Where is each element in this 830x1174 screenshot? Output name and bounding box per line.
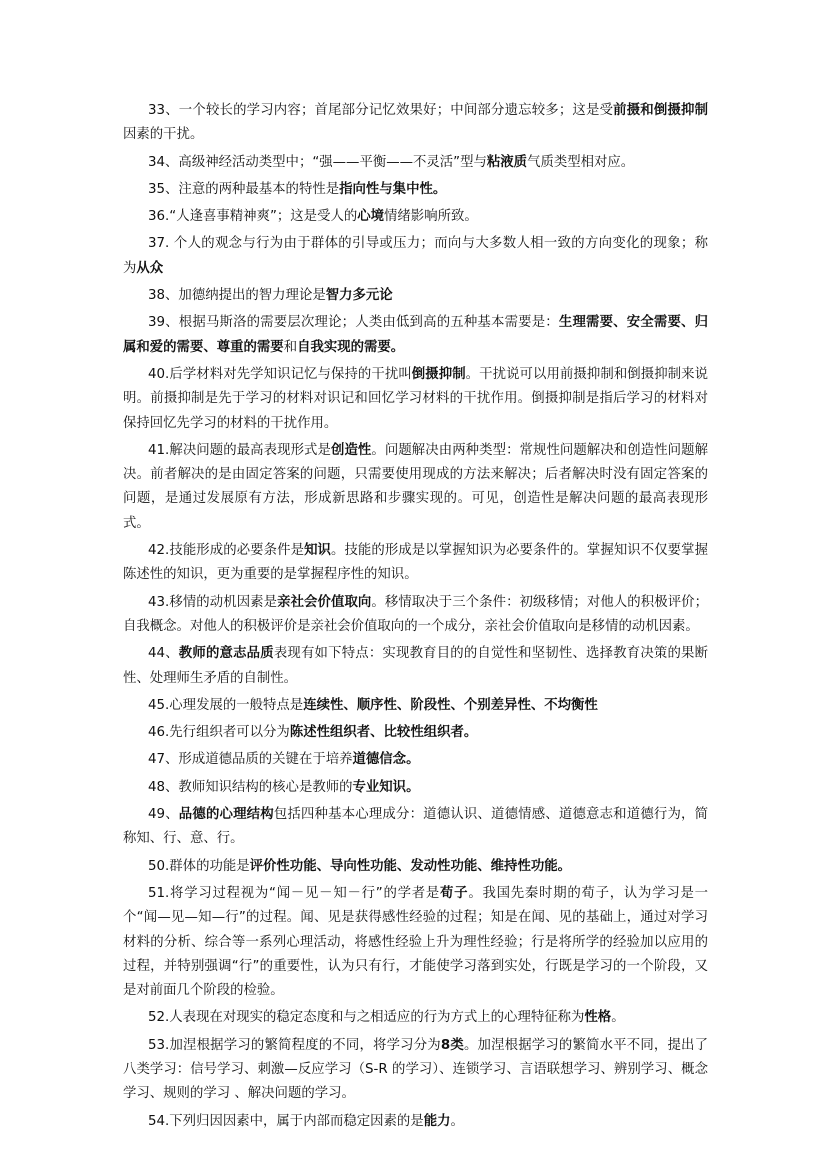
question-text: 。我国先秦时期的荀子，认为学习是一个“闻—见—知—行”的过程。闻、见是获得感性经验的过程；知是在闻、见的基础上，通过对学习材料的分析、综合等一系列心理活动，将感性经验上升为理性经验；行是将所学的经验加以应用的过程，并特别强调“行”的重要性，认为只有行，才能使学习落到实处，行既是学习的一个阶段，又是对前面几个阶段的检验。 <box>123 885 709 999</box>
question-text: 42.技能形成的必要条件是 <box>148 543 305 559</box>
list-item <box>123 882 708 1003</box>
answer-highlight: 心境 <box>357 209 385 225</box>
question-text: 38、加德纳提出的智力理论是 <box>148 288 326 304</box>
answer-highlight: 粘液质 <box>486 154 528 170</box>
answer-highlight: 智力多元论 <box>325 288 393 304</box>
question-text: 41.解决问题的最高表现形式是 <box>148 442 331 458</box>
question-text: 40.后学材料对先学知识记忆与保持的干扰叫 <box>148 366 412 382</box>
list-item <box>123 776 708 800</box>
question-text: 。移情取决于三个条件：初级移情；对他人的积极评价；自我概念。对他人的积极评价是亲社会价值取向的一个成分，亲社会价值取向是移情的动机因素。 <box>123 594 709 634</box>
list-item <box>123 642 708 691</box>
answer-highlight: 专业知识。 <box>352 779 420 795</box>
answer-highlight: 指向性与集中性。 <box>339 181 447 197</box>
list-item <box>123 99 708 148</box>
answer-highlight: 能力 <box>423 1113 451 1129</box>
list-item <box>123 363 708 436</box>
answer-highlight: 陈述性组织者、比较性组织者。 <box>289 725 478 741</box>
question-text: 48、教师知识结构的核心是教师的 <box>148 779 353 795</box>
question-text: 44、 <box>148 646 179 662</box>
list-item <box>123 694 708 718</box>
list-item <box>123 539 708 588</box>
question-text: 情绪影响所致。 <box>384 209 478 225</box>
answer-highlight: 亲社会价值取向 <box>277 594 372 610</box>
question-text: 36.“人逢喜事精神爽”；这是受人的 <box>148 209 358 225</box>
question-text: 33、一个较长的学习内容；首尾部分记忆效果好；中间部分遗忘较多；这是受 <box>148 103 614 118</box>
question-text: 53.加涅根据学习的繁简程度的不同，将学习分为 <box>148 1037 441 1053</box>
question-text: 54.下列归因因素中，属于内部而稳定因素的是 <box>148 1113 424 1129</box>
answer-highlight: 连续性、顺序性、阶段性、个别差异性、不均衡性 <box>303 697 598 713</box>
question-text: 气质类型相对应。 <box>527 154 635 170</box>
list-item <box>123 855 708 879</box>
list-item <box>123 439 708 536</box>
list-item <box>123 205 708 229</box>
question-text: 49、 <box>148 807 179 823</box>
document-body <box>123 99 708 1137</box>
list-item <box>123 311 708 360</box>
question-text: 50.群体的功能是 <box>148 858 250 874</box>
question-text: 。 <box>450 1113 464 1129</box>
question-text: 43.移情的动机因素是 <box>148 594 278 610</box>
answer-highlight: 自我实现的需要。 <box>297 339 405 355</box>
question-text: 。 <box>611 1010 625 1026</box>
list-item <box>123 232 708 281</box>
list-item <box>123 151 708 175</box>
question-text: 因素的干扰。 <box>123 127 204 143</box>
list-item <box>123 1110 708 1134</box>
question-text: 37. 个人的观念与行为由于群体的引导或压力；而向与大多数人相一致的方向变化的现象；称为 <box>123 236 708 276</box>
question-text: 包括四种基本心理成分：道德认识、道德情感、道德意志和道德行为，简称知、行、意、行。 <box>123 807 709 847</box>
list-item <box>123 284 708 308</box>
question-text: 39、根据马斯洛的需要层次理论；人类由低到高的五种基本需要是： <box>148 315 559 331</box>
answer-highlight: 荀子 <box>440 885 469 901</box>
question-text: 46.先行组织者可以分为 <box>148 725 290 741</box>
answer-highlight: 8类 <box>440 1037 464 1053</box>
answer-highlight: 前摄和倒摄抑制 <box>613 103 708 118</box>
list-item <box>123 591 708 640</box>
question-text: 34、高级神经活动类型中；“强——平衡——不灵活”型与 <box>148 154 487 170</box>
question-text: 。加涅根据学习的繁简水平不同，提出了八类学习：信号学习、刺激—反应学习（S-R 的学习）、连锁学习、言语联想学习、辨别学习、概念学习、规则的学习 、解决问题的学习。 <box>123 1037 709 1102</box>
question-text: 51.将学习过程视为“闻－见－知－行”的学者是 <box>148 885 441 901</box>
list-item <box>123 178 708 202</box>
question-text: 45.心理发展的一般特点是 <box>148 697 304 713</box>
question-text: 52.人表现在对现实的稳定态度和与之相适应的行为方式上的心理特征称为 <box>148 1010 585 1026</box>
answer-highlight: 倒摄抑制 <box>411 366 466 382</box>
question-text: 35、注意的两种最基本的特性是 <box>148 181 340 197</box>
answer-highlight: 性格 <box>584 1010 612 1026</box>
answer-highlight: 道德信念。 <box>352 752 420 768</box>
question-text: 。技能的形成是以掌握知识为必要条件的。掌握知识不仅要掌握陈述性的知识，更为重要的是掌握程序性的知识。 <box>123 543 709 583</box>
list-item <box>123 803 708 852</box>
answer-highlight: 品德的心理结构 <box>178 807 274 823</box>
question-text: 表现有如下特点：实现教育目的的自觉性和坚韧性、选择教育决策的果断性、处理师生矛盾的自制性。 <box>123 646 709 686</box>
list-item <box>123 1034 708 1107</box>
question-text: 47、形成道德品质的关键在于培养 <box>148 752 353 768</box>
answer-highlight: 教师的意志品质 <box>178 646 274 662</box>
answer-highlight: 评价性功能、导向性功能、发动性功能、维持性功能。 <box>249 858 572 874</box>
answer-highlight: 创造性 <box>330 442 372 458</box>
question-text: 。问题解决由两种类型：常规性问题解决和创造性问题解决。前者解决的是由固定答案的问题，只需要使用现成的方法来解决；后者解决时没有固定答案的问题，是通过发展原有方法，形成新思路和步骤实现的。可见，创造性是解决问题的最高表现形式。 <box>123 442 709 531</box>
list-item <box>123 748 708 772</box>
answer-highlight: 从众 <box>136 260 164 276</box>
question-text: 。干扰说可以用前摄抑制和倒摄抑制来说明。前摄抑制是先于学习的材料对识记和回忆学习材料的干扰作用。倒摄抑制是指后学习的材料对保持回忆先学习的材料的干扰作用。 <box>123 366 709 431</box>
answer-highlight: 生理需要、安全需要、归属和爱的需要、尊重的需要 <box>123 315 709 355</box>
list-item <box>123 1006 708 1030</box>
list-item <box>123 721 708 745</box>
answer-highlight: 知识 <box>304 543 331 559</box>
question-text: 和 <box>283 339 298 355</box>
